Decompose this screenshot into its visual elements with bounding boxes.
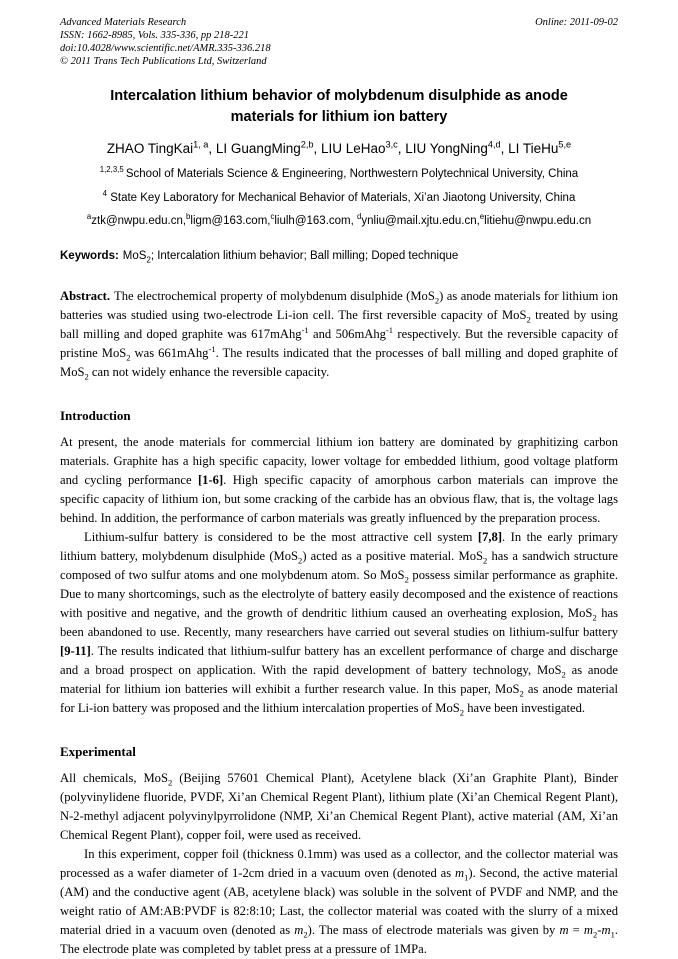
journal-copyright-line: © 2011 Trans Tech Publications Ltd, Switzerland	[60, 56, 267, 67]
online-date: Online: 2011-09-02	[535, 17, 618, 28]
journal-header	[60, 16, 618, 68]
journal-doi-line: doi:10.4028/www.scientific.net/AMR.335-336.218	[60, 43, 271, 54]
section-experimental	[60, 744, 618, 959]
paper-title: Intercalation lithium behavior of molybdenum disulphide as anode materials for lithium ion battery	[110, 88, 568, 125]
abstract-text: The electrochemical property of molybdenum disulphide (MoS$_2$) as anode materials for lithium ion batteries was studied using two-electrode Li-ion cell. The first reversible capacity of MoS$_2$ treated by using ball milling and doped graphite was 617mAhg$^{-1}$ and 506mAhg$^{-1}$ respectively. But the reversible capacity of pristine MoS$_2$ was 661mAhg$^{-1}$. The results indicated that the processes of ball milling and doped graphite of MoS$_2$ can not widely enhance the reversible capacity.	[60, 289, 619, 382]
introduction-paragraph-1: At present, the anode materials for commercial lithium ion battery are dominated by graphitizing carbon materials. Graphite has a high specific capacity, lower voltage for embedded lithium, good voltage platform and cycling performance [1-6]. High specific capacity of amorphous carbon materials can improve the specific capacity of lithium ion, but some cracking of the carbide has an obvious flaw, that is, the voltage lags behind. In addition, the performance of carbon materials was greatly influenced by the preparation process.	[60, 435, 618, 525]
section-introduction	[60, 408, 618, 718]
keywords-label: Keywords:	[60, 250, 119, 262]
abstract-paragraph	[60, 287, 618, 382]
keywords-line	[60, 250, 618, 265]
affiliation-2: $^4$ State Key Laboratory for Mechanical Behavior of Materials, Xi’an Jiaotong University, China	[102, 189, 576, 204]
introduction-paragraph-2: Lithium-sulfur battery is considered to be the most attractive cell system [7,8]. In the early primary lithium battery, molybdenum disulphide (MoS$_2$) acted as a positive material. MoS$_2$ has a sandwich structure composed of two sulfur atoms and one molybdenum atom. So MoS$_2$ possess similar performance as graphite. Due to many shortcomings, such as the electrolyte of battery easily decomposed and the existence of reactions with positive and negative, and the growth of dendritic lithium caused an overheating explosion, MoS$_2$ has been abandoned to use. Recently, many researchers have carried out several studies on lithium-sulfur battery [9-11]. The results indicated that lithium-sulfur battery has an excellent performance of charge and discharge and a broad prospect on application. With the rapid development of battery technology, MoS$_2$ as anode material for lithium ion batteries will exhibit a further research value. In this paper, MoS$_2$ as anode material for Li-ion battery was proposed and the lithium intercalation properties of MoS$_2$ have been investigated.	[60, 530, 619, 718]
journal-name: Advanced Materials Research	[60, 17, 187, 28]
journal-info	[60, 16, 271, 68]
experimental-paragraph-1: All chemicals, MoS$_2$ (Beijing 57601 Chemical Plant), Acetylene black (Xi’an Graphite Plant), Binder (polyvinylidene fluoride, PVDF, Xi’an Chemical Regent Plant), lithium plate (Xi’an Chemical Regent Plant), N-2-methyl adjacent polyvinylpyrrolidone (NMP, Xi’an Chemical Regent Plant), active material (AM, Xi’an Chemical Regent Plant), copper foil, were used as received.	[60, 771, 618, 842]
authors-line: ZHAO TingKai$^{1, a}$, LI GuangMing$^{2,b}$, LIU LeHao$^{3,c}$, LIU YongNing$^{4,d}$, LI TieHu$^{5,e}$	[106, 139, 572, 156]
experimental-paragraph-2: In this experiment, copper foil (thickness 0.1mm) was used as a collector, and the collector material was processed as a wafer diameter of 1-2cm dried in a vacuum oven (denoted as $m_1$). Second, the active material (AM) and the conductive agent (AB, acetylene black) was soluble in the solvent of PVDF and NMP, and the weight ratio of AM:AB:PVDF is 82:8:10; Last, the collector material was coated with the slurry of a mixed material dried in a vacuum oven (denoted as $m_2$). The mass of electrode materials was given by $m = m_2-m_1$. The electrode plate was completed by tablet press at a pressure of 1MPa.	[60, 847, 618, 956]
author-emails: $^a$ztk@nwpu.edu.cn,$^b$ligm@163.com,$^c$liulh@163.com, $^d$ynliu@mail.xjtu.edu.cn,$^e$litiehu@nwpu.edu.cn	[86, 212, 592, 227]
section-heading-introduction: Introduction	[60, 408, 131, 423]
affiliation-1: $^{1,2,3,5}$ School of Materials Science & Engineering, Northwestern Polytechnical University, China	[99, 165, 579, 180]
journal-issn-line: ISSN: 1662-8985, Vols. 335-336, pp 218-221	[60, 30, 249, 41]
keywords-text: MoS$_2$; Intercalation lithium behavior; Ball milling; Doped technique	[122, 250, 459, 265]
abstract-label: Abstract.	[60, 289, 111, 303]
section-heading-experimental: Experimental	[60, 744, 136, 759]
